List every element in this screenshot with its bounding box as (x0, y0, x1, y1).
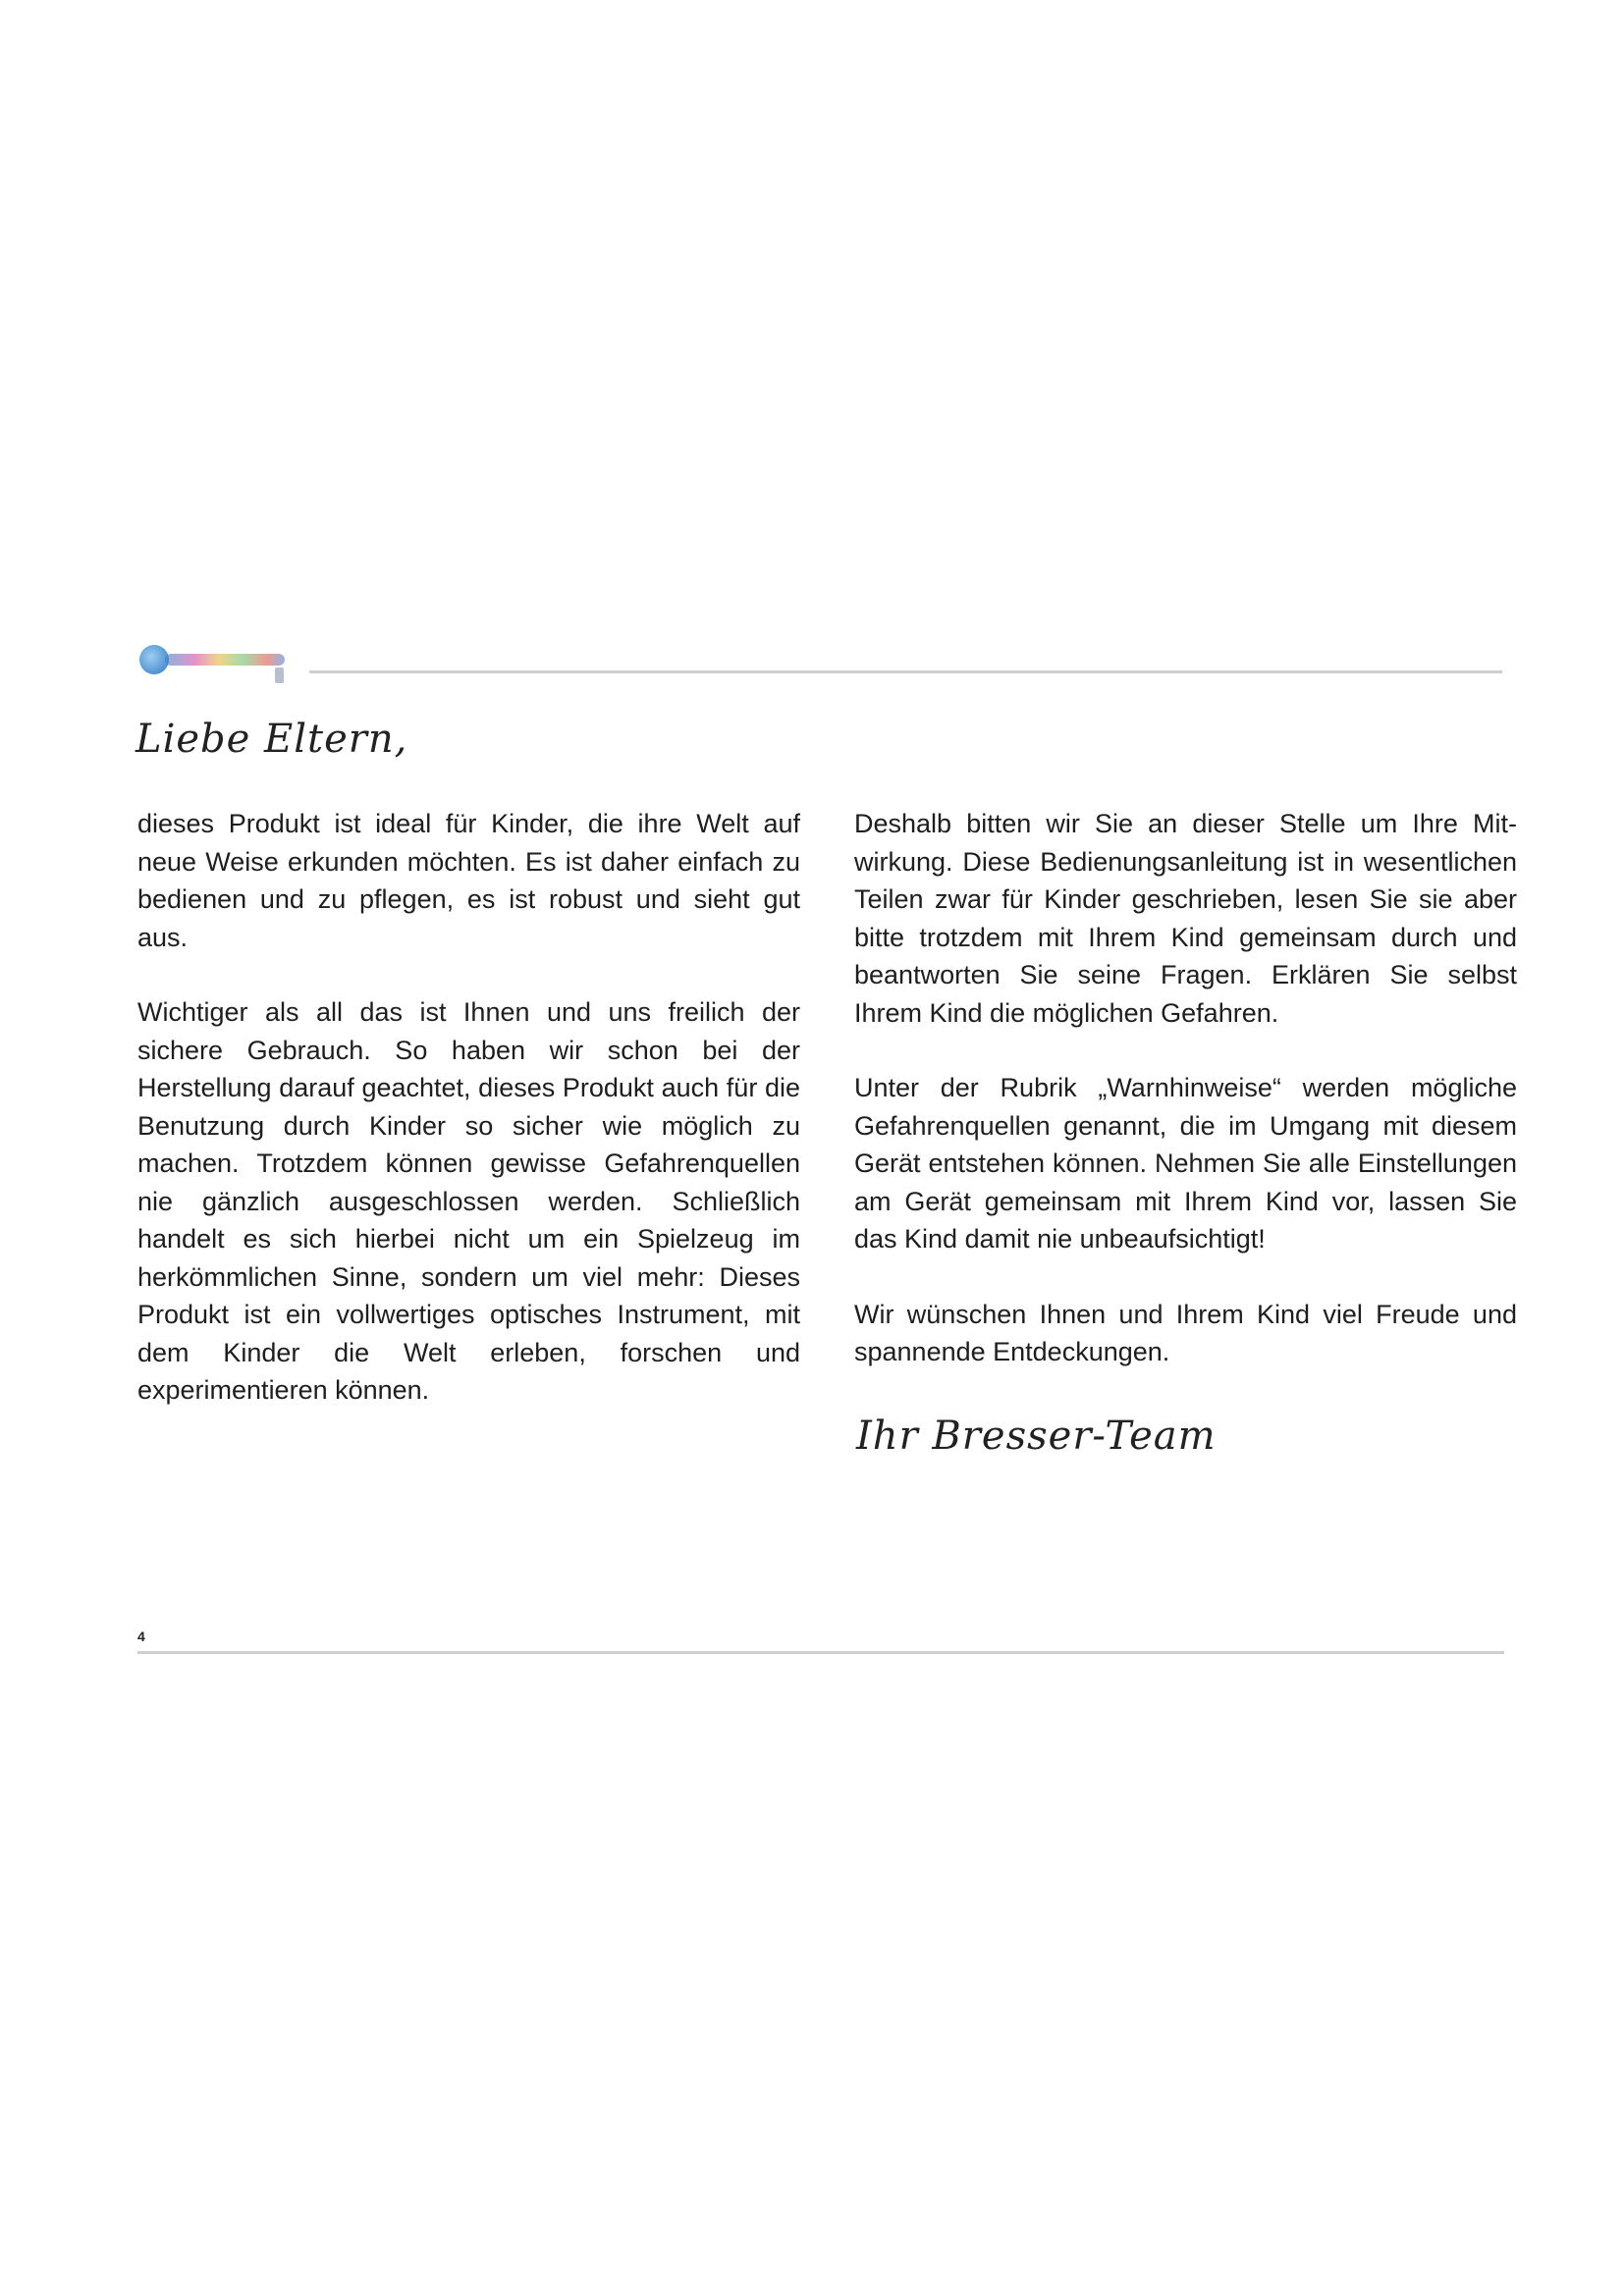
salutation-heading: Liebe Eltern, (135, 717, 408, 762)
paragraph: Unter der Rubrik „Warnhinweise“ werden mögliche Gefahrenquellen genannt, die im Umgang mit diesem Gerät entstehen können. Nehmen Sie alle Einstellungen am Gerät gemeinsam mit Ihrem Kind vor, lassen Sie das Kind damit nie unbeaufsichtigt! (854, 1073, 1517, 1254)
right-column (854, 805, 1517, 1409)
footer-rule (137, 1651, 1504, 1654)
signature: Ihr Bresser-Team (856, 1414, 1217, 1459)
paragraph: Wir wünschen Ihnen und Ihrem Kind viel Freude und spannende Entdeckungen. (854, 1299, 1517, 1366)
left-column (137, 805, 800, 1447)
brand-logo-icon (137, 638, 295, 693)
paragraph: Deshalb bitten wir Sie an dieser Stelle um Ihre Mitwirkung. Diese Bedienungsanleitung ist in wesentlichen Teilen zwar für Kinder geschrieben, lesen Sie sie aber bitte trotzdem mit Ihrem Kind gemeinsam durch und beantworten Sie seine Fragen. Erklären Sie selbst Ihrem Kind die möglichen Gefahren. (854, 809, 1517, 1028)
header-rule (309, 670, 1502, 673)
page-number: 4 (137, 1629, 145, 1644)
paragraph: Wichtiger als all das ist Ihnen und uns freilich der sichere Gebrauch. So haben wir schon bei der Herstellung darauf geachtet, dieses Produkt auch für die Benutzung durch Kinder so sicher wie möglich zu machen. Trotzdem können gewisse Gefahrenquellen nie gänzlich ausgeschlossen werden. Schließlich handelt es sich hierbei nicht um ein Spielzeug im herkömmlichen Sinne, sondern um viel mehr: Dieses Produkt ist ein vollwertiges optisches Instrument, mit dem Kinder die Welt erleben, forschen und experimentieren können. (137, 997, 800, 1405)
paragraph: dieses Produkt ist ideal für Kinder, die ihre Welt auf neue Weise erkunden möchten. Es ist daher einfach zu bedienen und zu pflegen, es ist robust und sieht gut aus. (137, 809, 800, 952)
